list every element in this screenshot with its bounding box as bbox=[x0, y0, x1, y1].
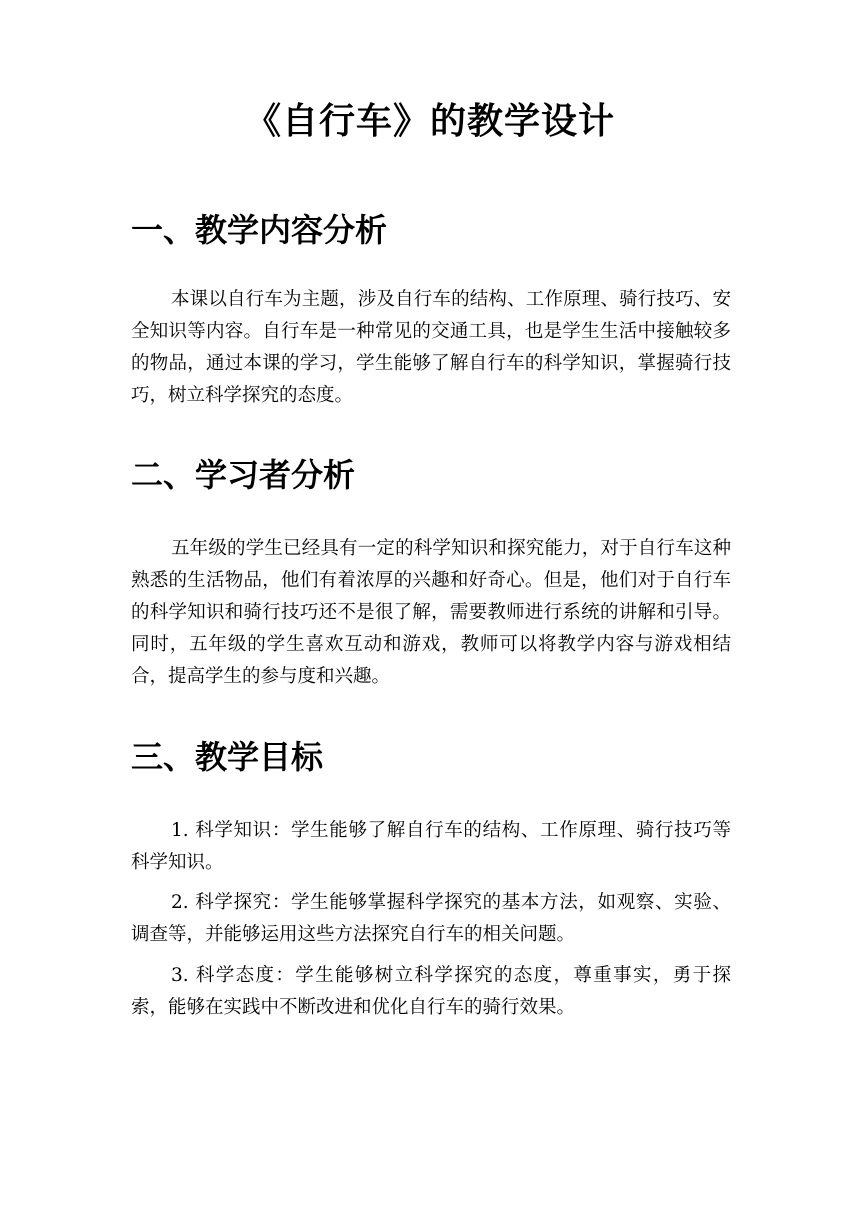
section-heading-learner-analysis: 二、学习者分析 bbox=[131, 456, 356, 494]
list-item-goal-3: 3. 科学态度：学生能够树立科学探究的态度，尊重事实，勇于探索，能够在实践中不断改进和优化自行车的骑行效果。 bbox=[131, 965, 731, 1018]
list-item-goal-1: 1. 科学知识：学生能够了解自行车的结构、工作原理、骑行技巧等科学知识。 bbox=[131, 820, 731, 873]
paragraph-content-analysis: 本课以自行车为主题，涉及自行车的结构、工作原理、骑行技巧、安全知识等内容。自行车是一种常见的交通工具，也是学生生活中接触较多的物品，通过本课的学习，学生能够了解自行车的科学知识，掌握骑行技巧，树立科学探究的态度。 bbox=[131, 289, 731, 406]
list-item-goal-2: 2. 科学探究：学生能够掌握科学探究的基本方法，如观察、实验、调查等，并能够运用这些方法探究自行车的相关问题。 bbox=[131, 892, 731, 945]
section-heading-teaching-goals: 三、教学目标 bbox=[131, 738, 324, 776]
paragraph-learner-analysis: 五年级的学生已经具有一定的科学知识和探究能力，对于自行车这种熟悉的生活物品，他们有着浓厚的兴趣和好奇心。但是，他们对于自行车的科学知识和骑行技巧还不是很了解，需要教师进行系统的讲解和引导。同时，五年级的学生喜欢互动和游戏，教师可以将教学内容与游戏相结合，提高学生的参与度和兴趣。 bbox=[131, 538, 731, 687]
document-title: 《自行车》的教学设计 bbox=[244, 101, 615, 142]
section-heading-content-analysis: 一、教学内容分析 bbox=[131, 211, 388, 249]
